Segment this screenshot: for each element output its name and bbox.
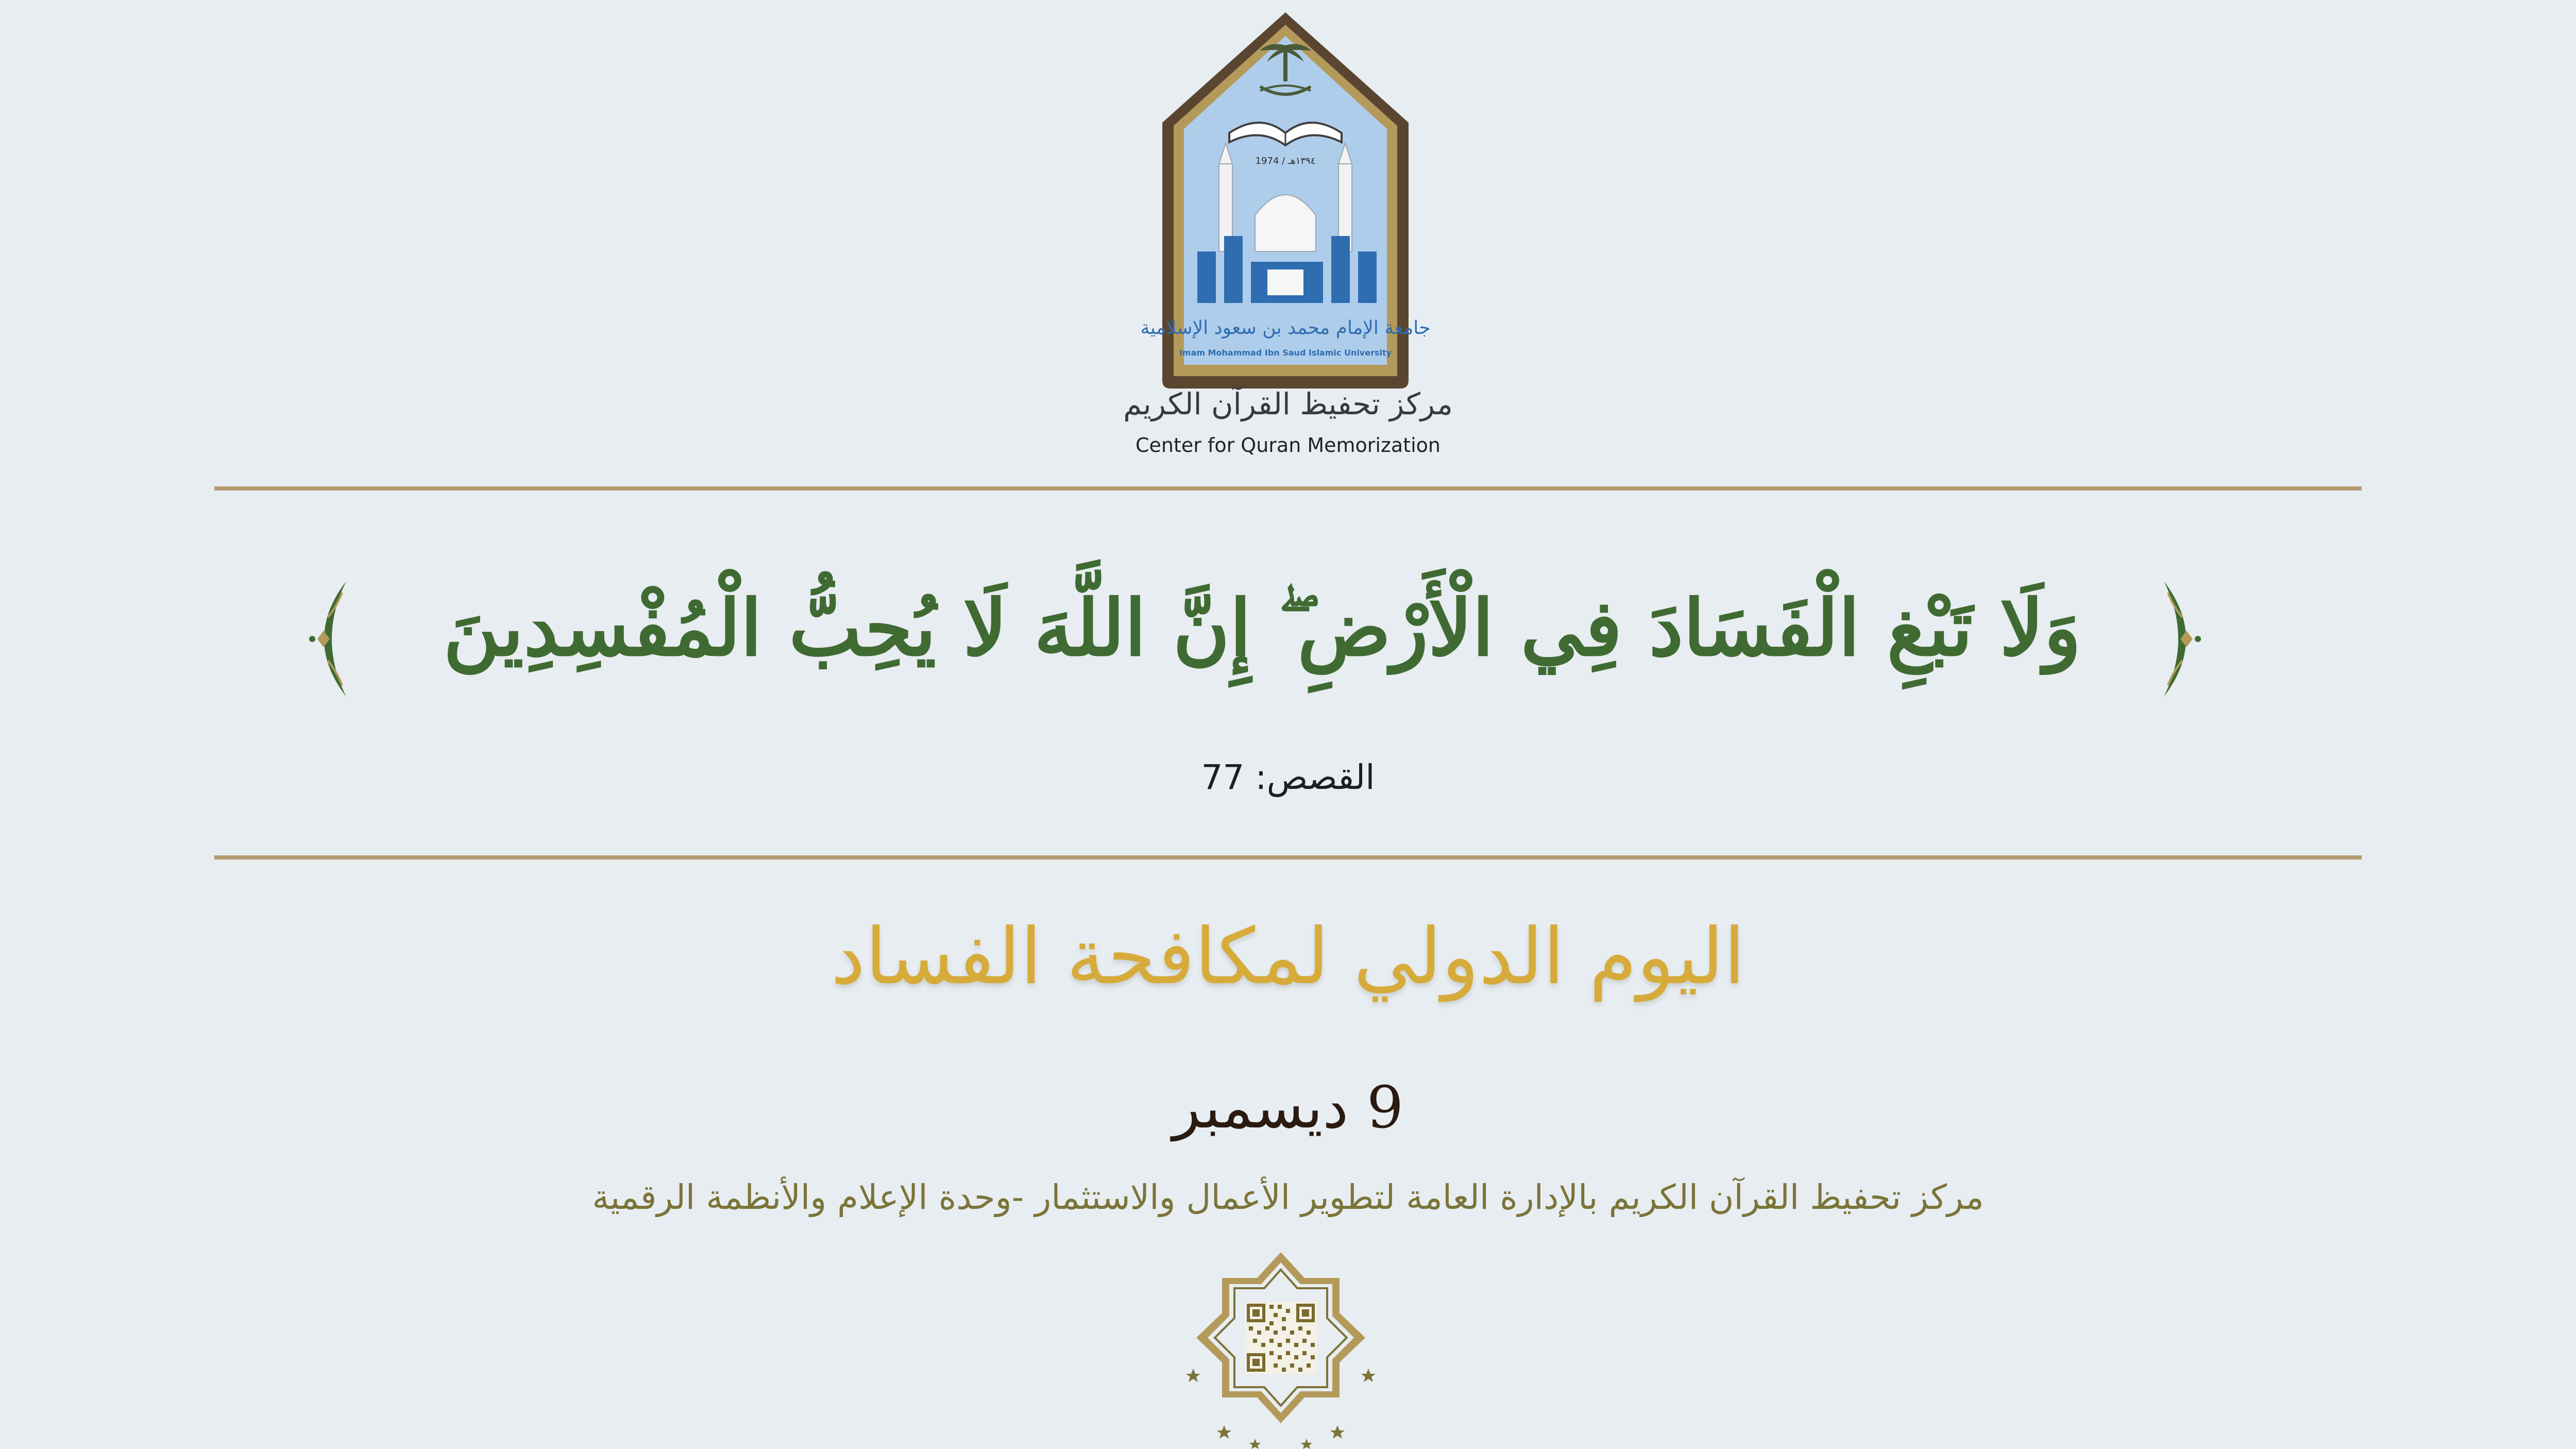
- qr-code-badge[interactable]: [1183, 1247, 1379, 1449]
- event-title: اليوم الدولي لمكافحة الفساد: [831, 912, 1745, 1002]
- verse-reference: القصص: 77: [1201, 757, 1375, 797]
- logo-caption-english: Center for Quran Memorization: [1135, 434, 1440, 457]
- logo-year: ١٣٩٤هـ / 1974: [1255, 156, 1316, 166]
- organization-line: مركز تحفيظ القرآن الكريم بالإدارة العامة لتطوير الأعمال والاستثمار -وحدة الإعلام والأنظمة الرقمية: [592, 1177, 1984, 1217]
- event-date: 9 ديسمبر: [1172, 1074, 1404, 1141]
- logo-arabic-name: جامعة الإمام محمد بن سعود الإسلامية: [1140, 317, 1431, 339]
- quran-verse: وَلَا تَبْغِ الْفَسَادَ فِي الْأَرْضِ ۖ إِنَّ اللَّهَ لَا يُحِبُّ الْمُفْسِدِينَ: [443, 582, 2081, 673]
- logo-caption-arabic: مركز تحفيظ القرآن الكريم: [1123, 386, 1453, 422]
- middle-divider: [214, 855, 2362, 860]
- university-logo: [1140, 9, 1431, 391]
- verse-container: [289, 551, 2236, 706]
- top-divider: [214, 486, 2362, 491]
- logo-english-name: Imam Mohammad Ibn Saud Islamic University: [1179, 348, 1392, 358]
- qr-code-icon: [1245, 1302, 1317, 1374]
